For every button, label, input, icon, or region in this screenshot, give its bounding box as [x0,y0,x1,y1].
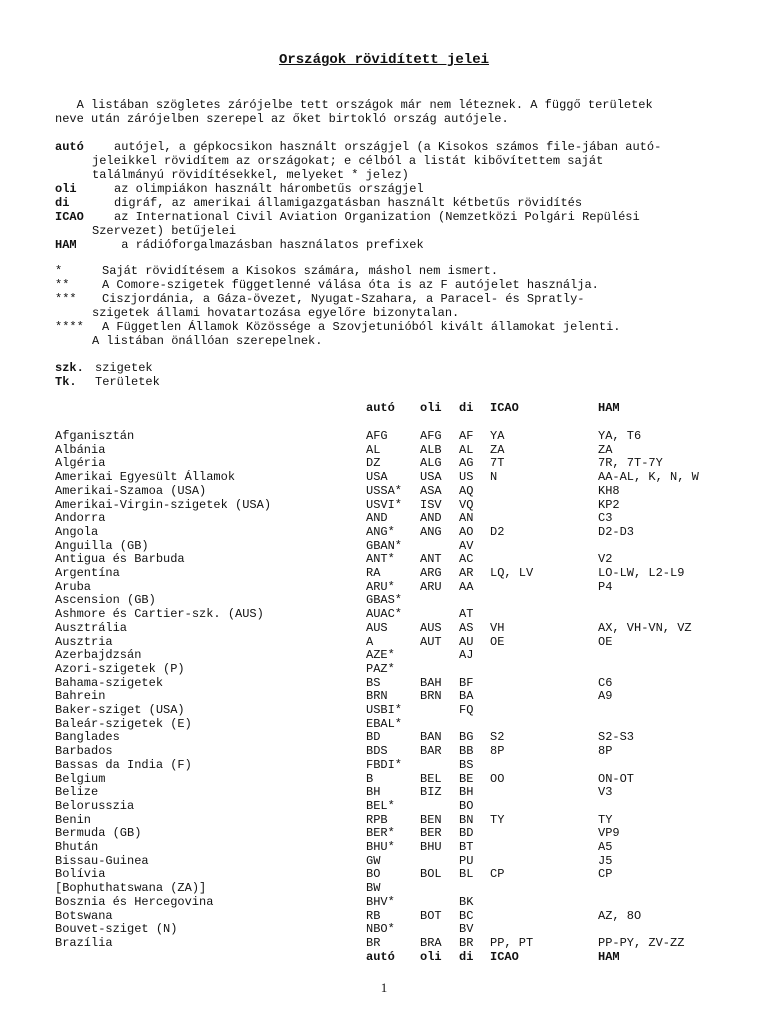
code-ham: J5 [598,853,613,868]
code-oli: ANG [420,524,442,539]
code-auto: B [366,771,374,786]
code-di: BE [459,771,474,786]
code-auto: USSA* [366,483,403,498]
code-auto: ANT* [366,552,395,567]
abbreviation-text: Területek [95,375,160,389]
code-auto: AUAC* [366,607,403,622]
code-icao: ZA [490,442,505,457]
country-name: Azori-szigetek (P) [55,661,185,676]
code-auto: BR [366,935,381,950]
code-icao: 7T [490,456,505,471]
code-oli: USA [420,470,442,485]
code-ham: V2 [598,552,613,567]
code-di: BF [459,675,474,690]
code-ham: A9 [598,689,613,704]
code-oli: AUT [420,634,442,649]
code-di: AF [459,429,474,443]
code-auto: BDS [366,744,388,759]
code-di: FQ [459,703,474,717]
code-oli: ALG [420,456,442,471]
code-oli: BRN [420,689,442,704]
code-di: BT [459,840,474,854]
code-auto: USA [366,470,388,485]
code-oli: BAR [420,744,442,759]
country-name: [Bophuthatswana (ZA)] [55,881,207,896]
country-name: Belgium [55,771,106,786]
code-oli: BAN [420,730,442,745]
code-di: AV [459,538,474,553]
code-auto: BO [366,867,381,882]
code-oli: ALB [420,442,442,457]
code-di: AQ [459,483,474,498]
footnote-mark: * [55,264,63,278]
column-header-icao: ICAO [490,949,519,964]
code-icao: OE [490,634,505,649]
country-name: Amerikai Egyesült Államok [55,470,236,485]
code-di: AJ [459,648,474,663]
code-ham: KP2 [598,497,620,512]
code-di: AU [459,634,474,649]
code-di: BR [459,935,474,950]
country-name: Bolívia [55,867,106,882]
abbreviation-term: Tk. [55,375,77,389]
country-name: Bhután [55,840,99,854]
code-ham: S2-S3 [598,730,635,745]
code-ham: 7R, 7T-7Y [598,456,663,471]
code-di: AG [459,456,474,471]
code-oli: AFG [420,429,442,443]
code-di: AR [459,566,474,580]
country-name: Botswana [55,908,113,923]
code-di: AN [459,511,474,526]
country-name: Amerikai-Szamoa (USA) [55,483,207,498]
intro-line: neve után zárójelben szerepel az őket birtokló ország autójele. [55,112,509,126]
code-auto: ANG* [366,524,395,539]
code-oli: BHU [420,840,442,854]
code-auto: BEL* [366,798,395,813]
country-name: Ausztrália [55,620,128,635]
country-name: Banglades [55,730,120,745]
country-name: Ashmore és Cartier-szk. (AUS) [55,607,264,622]
code-di: AS [459,620,474,635]
column-header-di: di [459,949,474,964]
code-icao: LQ, LV [490,566,534,580]
code-oli: ANT [420,552,442,567]
code-auto: BER* [366,826,395,841]
code-auto: USBI* [366,703,403,717]
country-name: Azerbajdzsán [55,648,142,663]
column-header-oli: oli [420,949,442,964]
code-auto: RA [366,566,381,580]
code-ham: ON-OT [598,771,635,786]
country-name: Benin [55,812,92,827]
code-auto: USVI* [366,497,403,512]
code-auto: NBO* [366,922,395,937]
country-name: Afganisztán [55,429,135,443]
code-ham: C3 [598,511,613,526]
code-auto: RB [366,908,381,923]
country-name: Ausztria [55,634,113,649]
code-oli: AND [420,511,442,526]
definition-text: digráf, az amerikai államigazgatásban használt kétbetűs rövidítés [114,196,583,210]
code-auto: BD [366,730,381,745]
code-ham: D2-D3 [598,524,635,539]
country-name: Baleár-szigetek (E) [55,716,192,731]
code-auto: BRN [366,689,388,704]
code-icao: VH [490,620,505,635]
code-oli: ASA [420,483,442,498]
definition-term: ICAO [55,210,84,224]
code-icao: TY [490,812,505,827]
code-oli: BOT [420,908,442,923]
code-di: AT [459,607,474,622]
code-icao: OO [490,771,505,786]
code-ham: AX, VH-VN, VZ [598,620,692,635]
code-oli: BAH [420,675,442,690]
code-ham: LO-LW, L2-L9 [598,566,685,580]
code-ham: TY [598,812,613,827]
country-name: Antigua és Barbuda [55,552,185,567]
country-name: Bosznia és Hercegovina [55,894,214,909]
footnote-text: szigetek állami hovatartozása egyelőre bizonytalan. [92,306,460,320]
country-name: Bahrein [55,689,106,704]
country-name: Bassas da India (F) [55,757,192,772]
code-di: AO [459,524,474,539]
code-ham: P4 [598,579,613,594]
code-di: BS [459,757,474,772]
code-icao: S2 [490,730,505,745]
country-name: Belorusszia [55,798,135,813]
code-oli: BOL [420,867,442,882]
code-di: BV [459,922,474,937]
intro-line: A listában szögletes zárójelbe tett országok már nem léteznek. A függő területek [55,98,653,112]
column-header-ham: HAM [598,949,620,964]
page-title: Országok rövidített jelei [278,52,490,68]
code-ham: OE [598,634,613,649]
country-name: Bahama-szigetek [55,675,164,690]
code-auto: BHV* [366,894,395,909]
footnote-mark: **** [55,320,84,334]
code-ham: A5 [598,840,613,854]
abbreviation-term: szk. [55,361,84,375]
footnote-mark: ** [55,278,70,292]
country-name: Albánia [55,442,106,457]
code-ham: VP9 [598,826,620,841]
footnote-text: Ciszjordánia, a Gáza-övezet, Nyugat-Szahara, a Paracel- és Spratly- [102,292,585,306]
page-number: 1 [380,980,388,995]
code-di: BC [459,908,474,923]
country-name: Brazília [55,935,113,950]
code-di: BB [459,744,474,759]
code-auto: PAZ* [366,661,395,676]
footnote-text: A Comore-szigetek függetlenné válása óta is az F autójelet használja. [102,278,599,292]
code-ham: AZ, 8O [598,908,642,923]
country-name: Barbados [55,744,113,759]
code-di: BG [459,730,474,745]
footnote-text: A Független Államok Közössége a Szovjetunióból kivált államokat jelenti. [102,320,621,334]
column-header-oli: oli [420,401,442,415]
definition-text: az olimpiákon használt hárombetűs országjel [114,182,424,196]
code-ham: V3 [598,785,613,800]
code-di: BD [459,826,474,841]
code-auto: AL [366,442,381,457]
column-header-auto: autó [366,401,395,415]
code-auto: GBAN* [366,538,403,553]
code-auto: GBAS* [366,593,403,608]
code-di: BH [459,785,474,800]
code-di: BA [459,689,474,704]
footnote-mark: *** [55,292,77,306]
column-header-ham: HAM [598,401,620,415]
country-name: Bouvet-sziget (N) [55,922,178,937]
code-auto: A [366,634,374,649]
code-oli: BEN [420,812,442,827]
code-auto: AUS [366,620,388,635]
code-auto: DZ [366,456,381,471]
code-icao: N [490,470,498,485]
abbreviation-text: szigetek [95,361,153,375]
code-di: AA [459,579,474,594]
code-auto: AFG [366,429,388,443]
code-ham: YA, T6 [598,429,642,443]
code-oli: BEL [420,771,442,786]
code-oli: ARU [420,579,442,594]
code-icao: D2 [490,524,505,539]
country-name: Aruba [55,579,92,594]
code-di: AL [459,442,474,457]
code-auto: GW [366,853,381,868]
code-icao: CP [490,867,505,882]
code-auto: RPB [366,812,388,827]
code-di: BL [459,867,474,882]
code-oli: AUS [420,620,442,635]
code-di: PU [459,853,474,868]
code-icao: PP, PT [490,935,534,950]
country-name: Angola [55,524,99,539]
code-di: BO [459,798,474,813]
code-ham: PP-PY, ZV-ZZ [598,935,685,950]
code-di: US [459,470,474,485]
country-name: Baker-sziget (USA) [55,703,185,717]
definition-text: az International Civil Aviation Organization (Nemzetközi Polgári Repülési [114,210,640,224]
code-ham: KH8 [598,483,620,498]
definition-text: autójel, a gépkocsikon használt országjel (a Kisokos számos file-jában autó- [114,140,662,154]
country-name: Andorra [55,511,106,526]
code-auto: BW [366,881,381,896]
code-di: BK [459,894,474,909]
code-ham: AA-AL, K, N, W [598,470,699,485]
code-di: BN [459,812,474,827]
code-oli: BIZ [420,785,442,800]
country-name: Argentína [55,566,120,580]
code-di: VQ [459,497,474,512]
code-auto: EBAL* [366,716,403,731]
code-auto: AND [366,511,388,526]
definition-text: találmányú rövidítésekkel, melyeket * jelez) [92,168,409,182]
code-oli: ISV [420,497,442,512]
country-name: Anguilla (GB) [55,538,149,553]
code-icao: YA [490,429,505,443]
country-name: Amerikai-Virgin-szigetek (USA) [55,497,272,512]
definition-text: a rádióforgalmazásban használatos prefixek [114,238,424,252]
country-name: Bissau-Guinea [55,853,149,868]
country-name: Belize [55,785,99,800]
code-auto: AZE* [366,648,395,663]
definition-term: HAM [55,238,77,252]
code-di: AC [459,552,474,567]
definition-text: Szervezet) betűjelei [92,224,237,238]
code-icao: 8P [490,744,505,759]
code-ham: CP [598,867,613,882]
column-header-icao: ICAO [490,401,519,415]
definition-text: jeleikkel rövidítem az országokat; e célból a listát kibővítettem saját [92,154,604,168]
code-auto: FBDI* [366,757,403,772]
code-ham: 8P [598,744,613,759]
code-ham: ZA [598,442,613,457]
code-auto: BS [366,675,381,690]
code-ham: C6 [598,675,613,690]
code-auto: BH [366,785,381,800]
definition-term: oli [55,182,77,196]
country-name: Bermuda (GB) [55,826,142,841]
code-oli: ARG [420,566,442,580]
definition-term: autó [55,140,84,154]
code-oli: BRA [420,935,442,950]
footnote-text: A listában önállóan szerepelnek. [92,334,323,348]
definition-term: di [55,196,70,210]
column-header-di: di [459,401,474,415]
column-header-auto: autó [366,949,395,964]
footnote-text: Saját rövidítésem a Kisokos számára, máshol nem ismert. [102,264,499,278]
code-auto: BHU* [366,840,395,854]
code-auto: ARU* [366,579,395,594]
country-name: Ascension (GB) [55,593,156,608]
country-name: Algéria [55,456,106,471]
code-oli: BER [420,826,442,841]
